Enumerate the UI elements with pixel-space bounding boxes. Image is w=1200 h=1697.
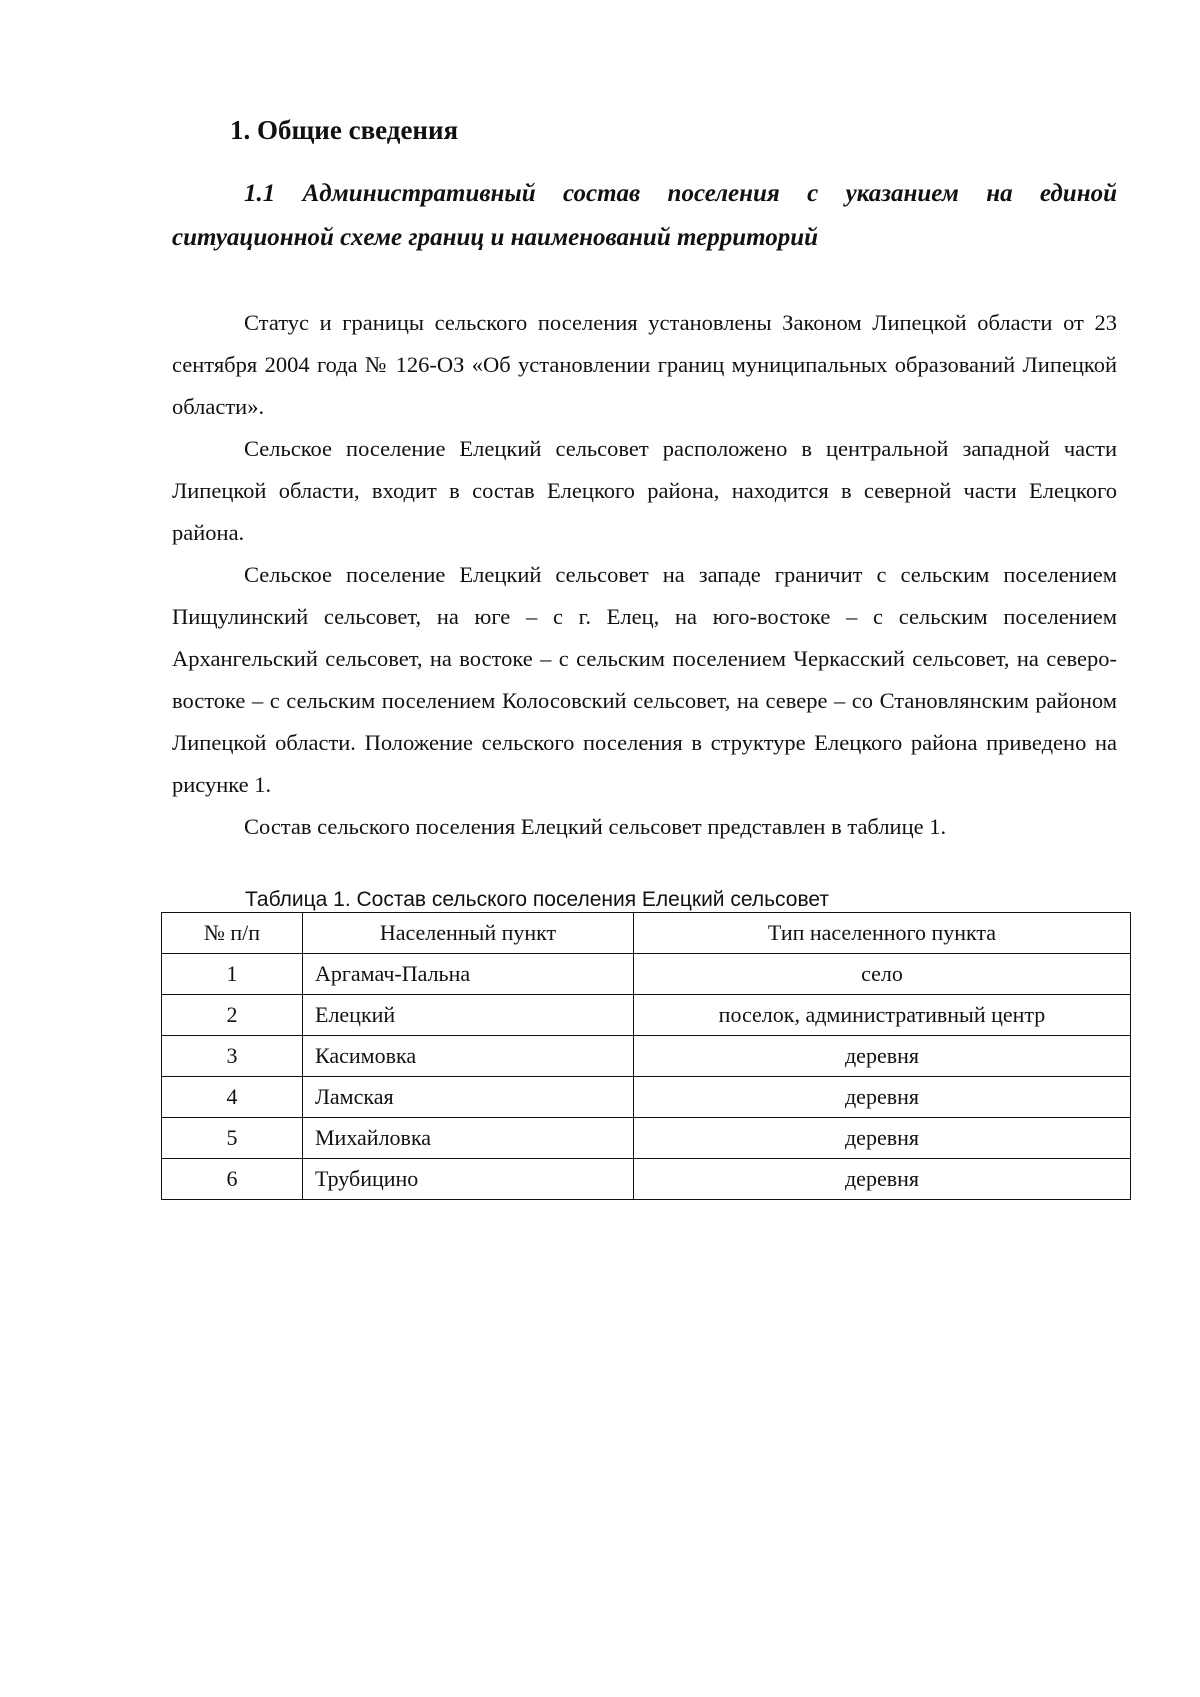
row-number: 3 (162, 1036, 303, 1077)
row-number: 1 (162, 954, 303, 995)
table-row (162, 995, 1131, 1036)
row-settlement-type: село (634, 954, 1131, 995)
row-settlement-type: деревня (634, 1036, 1131, 1077)
subsection-title: 1.1 Административный состав поселения с указанием на единой ситуационной схеме границ и наименований территорий (172, 180, 1117, 251)
header-settlement: Населенный пункт (303, 913, 634, 954)
paragraph-borders: Сельское поселение Елецкий сельсовет на западе граничит с сельским поселением Пищулинский сельсовет, на юге – с г. Елец, на юго-востоке – с сельским поселением Архангельский сельсовет, на востоке – с сельским поселением Черкасский сельсовет, на северо-востоке – с сельским поселением Колосовский сельсовет, на севере – со Становлянским районом Липецкой области. Положение сельского поселения в структуре Елецкого района приведено на рисунке 1. (172, 562, 1117, 797)
row-settlement-type: деревня (634, 1118, 1131, 1159)
body-text (172, 302, 1117, 848)
section-title: 1. Общие сведения (230, 115, 459, 145)
table-row (162, 1036, 1131, 1077)
row-settlement-name: Аргамач-Пальна (303, 954, 634, 995)
row-settlement-type: поселок, административный центр (634, 995, 1131, 1036)
header-number: № п/п (162, 913, 303, 954)
paragraph-location: Сельское поселение Елецкий сельсовет расположено в центральной западной части Липецкой области, входит в состав Елецкого района, находится в северной части Елецкого района. (172, 436, 1117, 545)
paragraph-composition: Состав сельского поселения Елецкий сельсовет представлен в таблице 1. (244, 814, 947, 839)
row-number: 2 (162, 995, 303, 1036)
row-settlement-name: Ламская (303, 1077, 634, 1118)
row-settlement-type: деревня (634, 1159, 1131, 1200)
table-row (162, 1077, 1131, 1118)
row-settlement-name: Касимовка (303, 1036, 634, 1077)
row-settlement-name: Трубицино (303, 1159, 634, 1200)
table-row (162, 1118, 1131, 1159)
row-number: 4 (162, 1077, 303, 1118)
table-header-row (162, 913, 1131, 954)
table-row (162, 954, 1131, 995)
row-settlement-name: Елецкий (303, 995, 634, 1036)
row-number: 6 (162, 1159, 303, 1200)
paragraph-status: Статус и границы сельского поселения установлены Законом Липецкой области от 23 сентября 2004 года № 126-ОЗ «Об установлении границ муниципальных образований Липецкой области». (172, 310, 1117, 419)
table-caption: Таблица 1. Состав сельского поселения Елецкий сельсовет (245, 888, 829, 911)
table-row (162, 1159, 1131, 1200)
header-settlement-type: Тип населенного пункта (634, 913, 1131, 954)
composition-table (161, 912, 1131, 1200)
row-settlement-name: Михайловка (303, 1118, 634, 1159)
row-number: 5 (162, 1118, 303, 1159)
row-settlement-type: деревня (634, 1077, 1131, 1118)
